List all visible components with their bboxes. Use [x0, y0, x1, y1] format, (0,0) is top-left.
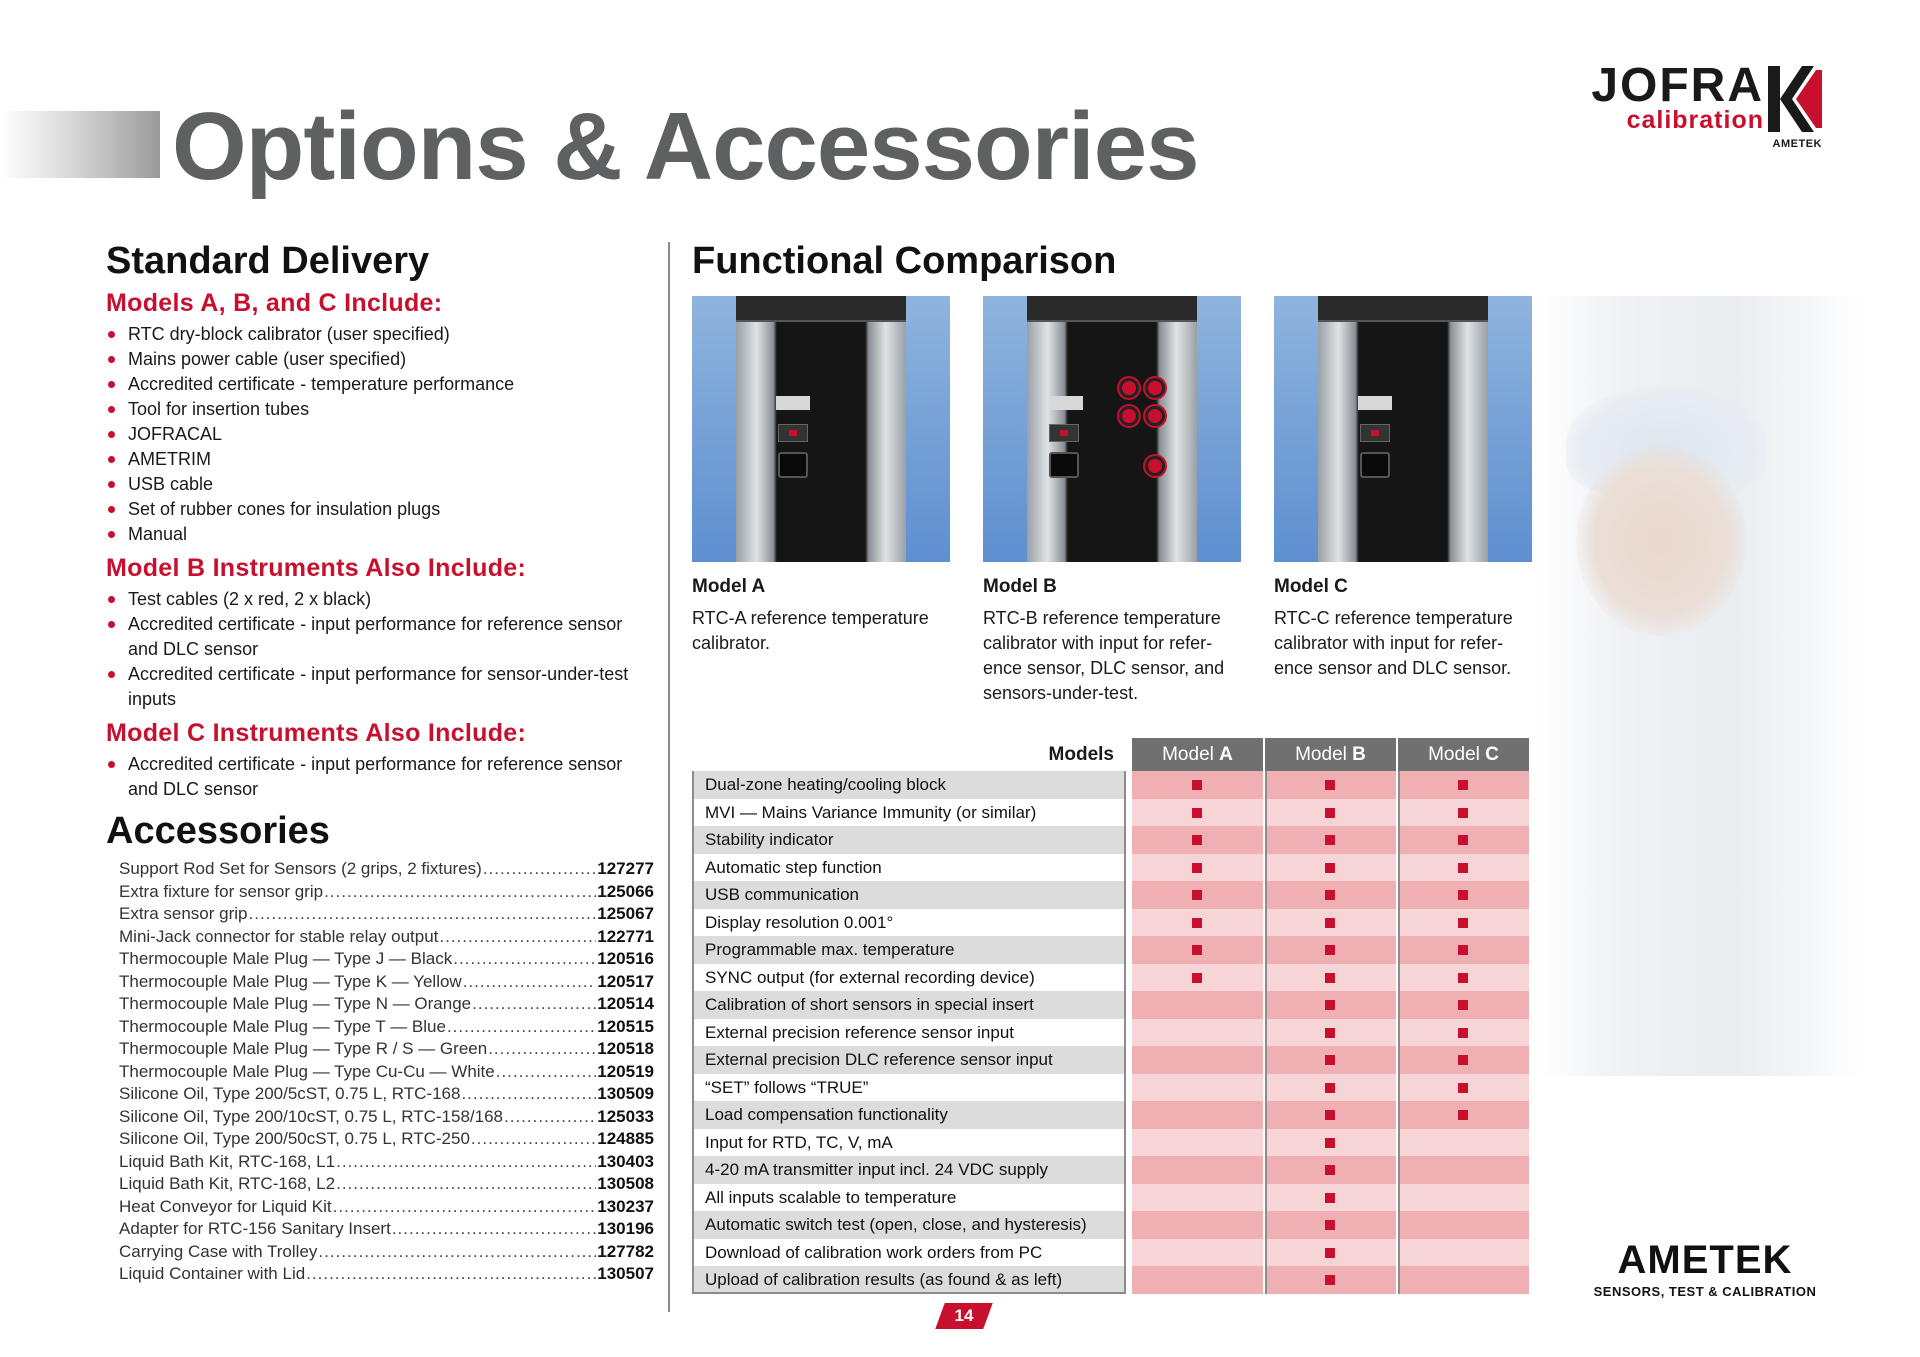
comparison-row	[692, 771, 1532, 799]
model-c-cell	[1398, 909, 1529, 937]
dot-leader	[453, 948, 596, 971]
model-a-cell	[1132, 1156, 1263, 1184]
feature-label: MVI — Mains Variance Immunity (or similar)	[692, 799, 1126, 827]
delivery-item: USB cable	[106, 472, 646, 497]
accessory-name: Carrying Case with Trolley	[119, 1241, 318, 1261]
model-b-cell	[1265, 936, 1396, 964]
model-description: RTC-C reference temperature calibrator with input for refer-ence sensor and DLC sensor.	[1274, 608, 1513, 678]
accessory-part-number: 130507	[597, 1264, 654, 1283]
feature-supported-marker	[1458, 1110, 1468, 1120]
dot-leader	[392, 1218, 596, 1241]
model-c-cell	[1398, 854, 1529, 882]
delivery-item: Manual	[106, 522, 646, 547]
feature-label: Dual-zone heating/cooling block	[692, 771, 1126, 799]
accessory-part-number: 125066	[597, 881, 654, 901]
accessory-name: Support Rod Set for Sensors (2 grips, 2 fixtures)	[119, 859, 482, 878]
feature-supported-marker	[1325, 1165, 1335, 1175]
accessory-name: Liquid Container with Lid	[119, 1264, 306, 1283]
model-name: Model B	[983, 576, 1057, 597]
model-b-cell	[1265, 991, 1396, 1019]
feature-supported-marker	[1325, 780, 1335, 790]
feature-label: All inputs scalable to temperature	[692, 1184, 1126, 1212]
accessory-name: Thermocouple Male Plug — Type Cu-Cu — White	[119, 1061, 495, 1081]
comparison-row	[692, 1211, 1532, 1239]
feature-label: External precision reference sensor input	[692, 1019, 1126, 1047]
feature-supported-marker	[1458, 918, 1468, 928]
feature-supported-marker	[1325, 1275, 1335, 1285]
model-c-cell	[1398, 1074, 1529, 1102]
delivery-item: JOFRACAL	[106, 422, 646, 447]
model-c-cell	[1398, 771, 1529, 799]
accessory-item	[119, 1218, 654, 1241]
accessory-part-number: 125067	[597, 904, 654, 923]
accessory-part-number: 127782	[597, 1241, 654, 1261]
column-header-model-c: Model C	[1398, 738, 1529, 771]
feature-supported-marker	[1192, 808, 1202, 818]
feature-supported-marker	[1192, 973, 1202, 983]
jofra-logo	[1591, 59, 1830, 162]
feature-label: External precision DLC reference sensor input	[692, 1046, 1126, 1074]
model-b-cell	[1265, 909, 1396, 937]
dot-leader	[496, 1061, 597, 1084]
feature-supported-marker	[1325, 808, 1335, 818]
delivery-item: Test cables (2 x red, 2 x black)	[106, 587, 646, 612]
delivery-section-heading: Models A, B, and C Include:	[106, 289, 443, 317]
accessory-part-number: 130237	[597, 1196, 654, 1216]
comparison-row	[692, 1046, 1532, 1074]
model-a-cell	[1132, 854, 1263, 882]
accessory-part-number: 120517	[597, 971, 654, 991]
feature-supported-marker	[1192, 835, 1202, 845]
accessory-item	[119, 1241, 654, 1264]
delivery-item: Tool for insertion tubes	[106, 397, 646, 422]
model-c-cell	[1398, 964, 1529, 992]
delivery-item: Mains power cable (user specified)	[106, 347, 646, 372]
accessory-part-number: 120515	[597, 1016, 654, 1036]
model-a-cell	[1132, 1074, 1263, 1102]
model-b-cell	[1265, 826, 1396, 854]
feature-label: Stability indicator	[692, 826, 1126, 854]
dot-leader	[483, 858, 596, 881]
model-c-cell	[1398, 1156, 1529, 1184]
standard-delivery-heading: Standard Delivery	[106, 240, 430, 282]
model-b-cell	[1265, 1046, 1396, 1074]
feature-supported-marker	[1325, 1028, 1335, 1038]
feature-label: Download of calibration work orders from PC	[692, 1239, 1126, 1267]
standard-delivery-sections	[106, 286, 646, 802]
accessory-part-number: 130196	[597, 1219, 654, 1238]
model-c-cell	[1398, 881, 1529, 909]
feature-supported-marker	[1192, 918, 1202, 928]
feature-supported-marker	[1458, 1083, 1468, 1093]
model-description: RTC-B reference temperature calibrator with input for refer-ence sensor, DLC sensor, and sensors-under-test.	[983, 608, 1225, 703]
model-c-cell	[1398, 1239, 1529, 1267]
model-a-cell	[1132, 771, 1263, 799]
accessory-item	[119, 881, 654, 904]
model-b-cell	[1265, 1101, 1396, 1129]
accessory-part-number: 120516	[597, 949, 654, 968]
accessory-item	[119, 858, 654, 881]
model-b-cell	[1265, 1019, 1396, 1047]
feature-supported-marker	[1325, 973, 1335, 983]
model-c-cell	[1398, 1019, 1529, 1047]
model-card-a	[692, 296, 950, 656]
model-b-cell	[1265, 854, 1396, 882]
delivery-item: Accredited certificate - input performance for reference sensor and DLC sensor	[106, 752, 646, 802]
model-a-cell	[1132, 1184, 1263, 1212]
comparison-row	[692, 991, 1532, 1019]
comparison-row	[692, 1074, 1532, 1102]
feature-supported-marker	[1192, 780, 1202, 790]
left-column	[106, 236, 654, 1286]
delivery-section-heading: Model B Instruments Also Include:	[106, 554, 527, 582]
column-divider	[668, 242, 670, 1312]
dot-leader	[447, 1016, 596, 1039]
feature-label: “SET” follows “TRUE”	[692, 1074, 1126, 1102]
model-c-cell	[1398, 826, 1529, 854]
comparison-row	[692, 1239, 1532, 1267]
accessory-part-number: 124885	[597, 1129, 654, 1148]
accessory-name: Thermocouple Male Plug — Type J — Black	[119, 949, 453, 968]
model-card-c	[1274, 296, 1532, 681]
model-a-cell	[1132, 991, 1263, 1019]
model-name: Model A	[692, 576, 766, 597]
dot-leader	[306, 1263, 596, 1286]
comparison-row	[692, 1101, 1532, 1129]
jofra-k-mark-icon	[1766, 66, 1822, 132]
accessory-item	[119, 903, 654, 926]
model-b-cell	[1265, 1184, 1396, 1212]
accessory-part-number: 120514	[597, 994, 654, 1013]
dot-leader	[318, 1241, 596, 1264]
feature-supported-marker	[1458, 835, 1468, 845]
feature-supported-marker	[1325, 1000, 1335, 1010]
feature-supported-marker	[1325, 1055, 1335, 1065]
feature-supported-marker	[1192, 945, 1202, 955]
feature-supported-marker	[1325, 1138, 1335, 1148]
dot-leader	[324, 881, 596, 904]
model-c-cell	[1398, 1101, 1529, 1129]
comparison-row	[692, 799, 1532, 827]
dot-leader	[488, 1038, 596, 1061]
dot-leader	[336, 1151, 596, 1174]
feature-label: Calibration of short sensors in special insert	[692, 991, 1126, 1019]
delivery-section-heading: Model C Instruments Also Include:	[106, 719, 527, 747]
model-a-cell	[1132, 1211, 1263, 1239]
comparison-row	[692, 881, 1532, 909]
model-description: RTC-A reference temperature calibrator.	[692, 608, 929, 653]
accessory-item	[119, 1083, 654, 1106]
logo-subtitle: calibration	[1626, 106, 1764, 134]
accessory-name: Extra fixture for sensor grip	[119, 881, 324, 901]
accessory-part-number: 130403	[597, 1151, 654, 1171]
feature-supported-marker	[1325, 863, 1335, 873]
model-a-cell	[1132, 1129, 1263, 1157]
accessory-item	[119, 1016, 654, 1039]
model-c-cell	[1398, 799, 1529, 827]
logo-brand: JOFRA	[1591, 59, 1764, 112]
comparison-row	[692, 1156, 1532, 1184]
model-b-cell	[1265, 1156, 1396, 1184]
feature-supported-marker	[1192, 890, 1202, 900]
model-name: Model C	[1274, 576, 1348, 597]
feature-supported-marker	[1458, 890, 1468, 900]
comparison-row	[692, 964, 1532, 992]
model-b-cell	[1265, 1239, 1396, 1267]
page-number-badge	[940, 1303, 988, 1329]
delivery-item: RTC dry-block calibrator (user specified)	[106, 322, 646, 347]
comparison-row	[692, 1129, 1532, 1157]
accessory-part-number: 120519	[597, 1061, 654, 1081]
accessory-item	[119, 993, 654, 1016]
comparison-row	[692, 826, 1532, 854]
ametek-logo	[1590, 1240, 1820, 1299]
accessory-name: Thermocouple Male Plug — Type R / S — Green	[119, 1039, 488, 1058]
model-b-cell	[1265, 771, 1396, 799]
ametek-wordmark: AMETEK	[1617, 1238, 1793, 1282]
model-card-b	[983, 296, 1241, 706]
feature-supported-marker	[1458, 973, 1468, 983]
comparison-row	[692, 854, 1532, 882]
model-a-cell	[1132, 1046, 1263, 1074]
feature-supported-marker	[1458, 1055, 1468, 1065]
model-c-cell	[1398, 991, 1529, 1019]
delivery-item: Accredited certificate - input performance for reference sensor and DLC sensor	[106, 612, 646, 662]
accessory-item	[119, 926, 654, 949]
model-a-cell	[1132, 936, 1263, 964]
model-b-cell	[1265, 1266, 1396, 1294]
model-c-cell	[1398, 1046, 1529, 1074]
accessory-item	[119, 1038, 654, 1061]
accessory-item	[119, 1061, 654, 1084]
accessory-item	[119, 1151, 654, 1174]
model-a-cell	[1132, 1239, 1263, 1267]
accessory-item	[119, 971, 654, 994]
model-b-cell	[1265, 1129, 1396, 1157]
model-b-cell	[1265, 1074, 1396, 1102]
feature-supported-marker	[1458, 808, 1468, 818]
ametek-tagline: SENSORS, TEST & CALIBRATION	[1593, 1284, 1817, 1299]
accessory-name: Silicone Oil, Type 200/10cST, 0.75 L, RTC-158/168	[119, 1106, 503, 1126]
model-c-image	[1274, 296, 1532, 562]
model-b-cell	[1265, 881, 1396, 909]
column-header-model-a: Model A	[1132, 738, 1263, 771]
feature-supported-marker	[1325, 945, 1335, 955]
feature-supported-marker	[1325, 918, 1335, 928]
model-c-cell	[1398, 1184, 1529, 1212]
accessory-name: Thermocouple Male Plug — Type K — Yellow	[119, 971, 462, 991]
model-a-cell	[1132, 1101, 1263, 1129]
feature-label: Input for RTD, TC, V, mA	[692, 1129, 1126, 1157]
delivery-item: Set of rubber cones for insulation plugs	[106, 497, 646, 522]
dot-leader	[336, 1173, 596, 1196]
comparison-row	[692, 1184, 1532, 1212]
accessory-name: Silicone Oil, Type 200/50cST, 0.75 L, RTC-250	[119, 1129, 470, 1148]
accessory-item	[119, 1173, 654, 1196]
dot-leader	[472, 993, 596, 1016]
model-a-cell	[1132, 1019, 1263, 1047]
models-label: Models	[1048, 744, 1114, 765]
model-c-cell	[1398, 936, 1529, 964]
model-a-cell	[1132, 1266, 1263, 1294]
feature-label: Upload of calibration results (as found & as left)	[692, 1266, 1126, 1294]
feature-label: 4-20 mA transmitter input incl. 24 VDC supply	[692, 1156, 1126, 1184]
accessory-part-number: 130508	[597, 1174, 654, 1193]
feature-label: Load compensation functionality	[692, 1101, 1126, 1129]
model-c-cell	[1398, 1266, 1529, 1294]
page-title: Options & Accessories	[172, 93, 1199, 200]
accessory-item	[119, 948, 654, 971]
model-b-image	[983, 296, 1241, 562]
model-b-cell	[1265, 1211, 1396, 1239]
feature-supported-marker	[1325, 1110, 1335, 1120]
accessory-name: Adapter for RTC-156 Sanitary Insert	[119, 1219, 391, 1238]
model-a-cell	[1132, 799, 1263, 827]
dot-leader	[471, 1128, 596, 1151]
accessories-heading: Accessories	[106, 810, 330, 852]
model-b-cell	[1265, 964, 1396, 992]
feature-supported-marker	[1458, 945, 1468, 955]
model-a-cell	[1132, 826, 1263, 854]
feature-supported-marker	[1325, 1220, 1335, 1230]
accessory-name: Heat Conveyor for Liquid Kit	[119, 1196, 332, 1216]
column-header-model-b: Model B	[1265, 738, 1396, 771]
background-photo-technician	[1536, 296, 1866, 1076]
accessory-name: Extra sensor grip	[119, 904, 248, 923]
feature-supported-marker	[1458, 1028, 1468, 1038]
feature-supported-marker	[1325, 1193, 1335, 1203]
feature-supported-marker	[1325, 1083, 1335, 1093]
feature-supported-marker	[1458, 1000, 1468, 1010]
accessory-part-number: 120518	[597, 1039, 654, 1058]
accessory-item	[119, 1128, 654, 1151]
delivery-item: AMETRIM	[106, 447, 646, 472]
comparison-row	[692, 909, 1532, 937]
feature-label: USB communication	[692, 881, 1126, 909]
comparison-row	[692, 936, 1532, 964]
accessory-part-number: 130509	[597, 1084, 654, 1103]
feature-label: Automatic step function	[692, 854, 1126, 882]
page-number: 14	[954, 1306, 974, 1325]
dot-leader	[249, 903, 597, 926]
accessory-item	[119, 1263, 654, 1286]
accessories-list	[119, 858, 654, 1286]
functional-comparison-heading: Functional Comparison	[692, 240, 1117, 282]
model-b-cell	[1265, 799, 1396, 827]
feature-label: Display resolution 0.001°	[692, 909, 1126, 937]
dot-leader	[461, 1083, 596, 1106]
feature-label: Automatic switch test (open, close, and hysteresis)	[692, 1211, 1126, 1239]
accessory-name: Thermocouple Male Plug — Type T — Blue	[119, 1016, 446, 1036]
accessory-name: Mini-Jack connector for stable relay output	[119, 926, 439, 946]
model-a-image	[692, 296, 950, 562]
accessory-item	[119, 1106, 654, 1129]
feature-label: Programmable max. temperature	[692, 936, 1126, 964]
delivery-item-list	[106, 322, 646, 547]
feature-supported-marker	[1325, 835, 1335, 845]
model-a-cell	[1132, 881, 1263, 909]
delivery-item-list	[106, 752, 646, 802]
accessory-item	[119, 1196, 654, 1219]
feature-supported-marker	[1458, 780, 1468, 790]
dot-leader	[504, 1106, 596, 1129]
accessory-name: Silicone Oil, Type 200/5cST, 0.75 L, RTC-168	[119, 1084, 461, 1103]
accessory-part-number: 127277	[597, 859, 654, 878]
dot-leader	[439, 926, 596, 949]
feature-supported-marker	[1325, 1248, 1335, 1258]
accessory-name: Liquid Bath Kit, RTC-168, L2	[119, 1174, 336, 1193]
accessory-part-number: 122771	[597, 926, 654, 946]
delivery-item-list	[106, 587, 646, 712]
logo-company: AMETEK	[1772, 138, 1822, 150]
comparison-row	[692, 1019, 1532, 1047]
photo-face	[1576, 446, 1746, 636]
dot-leader	[463, 971, 597, 994]
delivery-item: Accredited certificate - input performance for sensor-under-test inputs	[106, 662, 646, 712]
model-c-cell	[1398, 1129, 1529, 1157]
delivery-item: Accredited certificate - temperature performance	[106, 372, 646, 397]
model-a-cell	[1132, 909, 1263, 937]
model-a-cell	[1132, 964, 1263, 992]
feature-supported-marker	[1325, 890, 1335, 900]
feature-supported-marker	[1192, 863, 1202, 873]
feature-label: SYNC output (for external recording device)	[692, 964, 1126, 992]
dot-leader	[333, 1196, 597, 1219]
accessory-name: Thermocouple Male Plug — Type N — Orange	[119, 994, 472, 1013]
comparison-row	[692, 1266, 1532, 1294]
title-accent-bar	[0, 111, 160, 178]
accessory-part-number: 125033	[597, 1106, 654, 1126]
feature-supported-marker	[1458, 863, 1468, 873]
model-c-cell	[1398, 1211, 1529, 1239]
accessory-name: Liquid Bath Kit, RTC-168, L1	[119, 1151, 336, 1171]
